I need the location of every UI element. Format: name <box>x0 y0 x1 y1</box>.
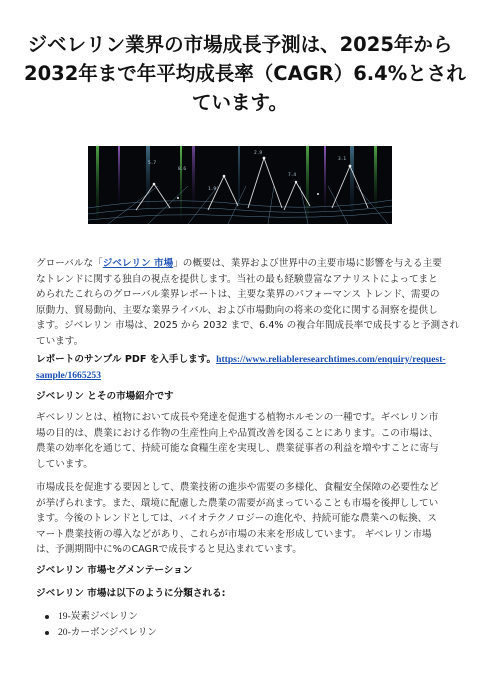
definition-line-1: ギベレリンとは、植物において成長や発達を促進する植物ホルモンの一種です。ギベレリン市 <box>36 412 439 423</box>
growth-line-2: が挙げられます。また、環境に配慮した農業の需要が高まっていることも市場を後押ししてい <box>36 497 439 509</box>
sample-line-1 <box>36 352 448 368</box>
intro-prefix: グローバルな「 <box>36 258 103 269</box>
list-item <box>36 609 448 625</box>
list-item <box>36 625 448 641</box>
heading-classified: ジベレリン 市場は以下のように分類される: <box>36 588 226 599</box>
definition-paragraph <box>36 410 448 472</box>
title-line-2: 2032年まで年平均成長率（CAGR）6.4%とされ <box>24 62 466 85</box>
definition-line-3: 農業の効率化を通じて、持続可能な食糧生産を実現し、農業従事者の利益を増やすことに寄与 <box>36 443 439 454</box>
svg-text:2.9: 2.9 <box>254 151 263 156</box>
type-list <box>36 609 448 640</box>
intro-line-5: ます。ジベレリン 市場は、2025 から 2032 まで、6.4% の複合年間成長率で成長すると予測され <box>36 320 460 331</box>
sample-link-part-2[interactable]: sample/1665253 <box>36 369 102 381</box>
svg-text:7.4: 7.4 <box>288 173 297 178</box>
svg-text:3.1: 3.1 <box>338 157 347 162</box>
bullet-icon <box>45 631 49 635</box>
intro-line-1 <box>36 256 448 272</box>
sample-line-2 <box>36 368 448 384</box>
growth-line-3: ます。今後のトレンドとしては、バイオテクノロジーの進化や、持続可能な農業への転換、ス <box>36 513 437 524</box>
definition-line-2: 場の目的は、農業における作物の生産性向上や品質改善を図ることにあります。この市場は、 <box>36 427 439 439</box>
title-line-3: ています。 <box>192 91 288 114</box>
list-item-label: 19-炭素ジベレリン <box>58 611 138 622</box>
sample-request <box>36 352 448 383</box>
list-item-label: 20-カーボンジベレリン <box>58 626 157 638</box>
sample-label: レポートのサンプル PDF を入手します。 <box>36 354 217 365</box>
intro-line-3: められたこれらのグローバル業界レポートは、主要な業界のパフォーマンス トレンド、需要の <box>36 289 440 300</box>
intro-paragraph <box>36 256 460 349</box>
intro-line-6: ています。 <box>36 335 84 347</box>
growth-line-5: は、予測期間中に%のCAGRで成長すると見込まれています。 <box>36 544 302 555</box>
stock-chart-graphic <box>88 146 392 224</box>
growth-paragraph <box>36 480 448 558</box>
svg-text:5.7: 5.7 <box>148 161 157 166</box>
growth-line-4: マート農業技術の導入などがあり、これらが市場の未来を形成しています。 ギベレリン市場 <box>36 528 432 540</box>
growth-line-1: 市場成長を促進する要因として、農業技術の進歩や需要の多様化、食糧安全保障の必要性など <box>36 482 439 493</box>
intro-line-4: 原動力、貿易動向、主要な業界ライバル、および市場動向の将来の変化に関する洞察を提供し <box>36 304 438 316</box>
market-keyword-link[interactable]: ジベレリン 市場 <box>102 258 174 269</box>
intro-suffix: 」の概要は、業界および世界中の主要市場に影響を与える主要 <box>173 258 442 269</box>
heading-segmentation: ジベレリン 市場セグメンテーション <box>36 565 193 576</box>
page-title <box>24 30 466 117</box>
definition-line-4: しています。 <box>36 458 93 470</box>
bullet-icon <box>45 615 49 619</box>
title-line-1: ジベレリン業界の市場成長予測は、2025年から <box>27 33 453 56</box>
svg-text:8.6: 8.6 <box>178 167 187 172</box>
svg-text:1.9: 1.9 <box>208 187 217 192</box>
heading-market-intro: ジベレリン とその市場紹介です <box>36 391 174 402</box>
sample-link-part-1[interactable]: https://www.reliableresearchtimes.com/enquiry/request- <box>216 354 446 365</box>
hero-image <box>88 146 392 224</box>
type-list-container <box>36 609 448 640</box>
intro-line-2: なトレンドに関する独自の視点を提供します。当社の最も経験豊富なアナリストによってまと <box>36 273 438 285</box>
